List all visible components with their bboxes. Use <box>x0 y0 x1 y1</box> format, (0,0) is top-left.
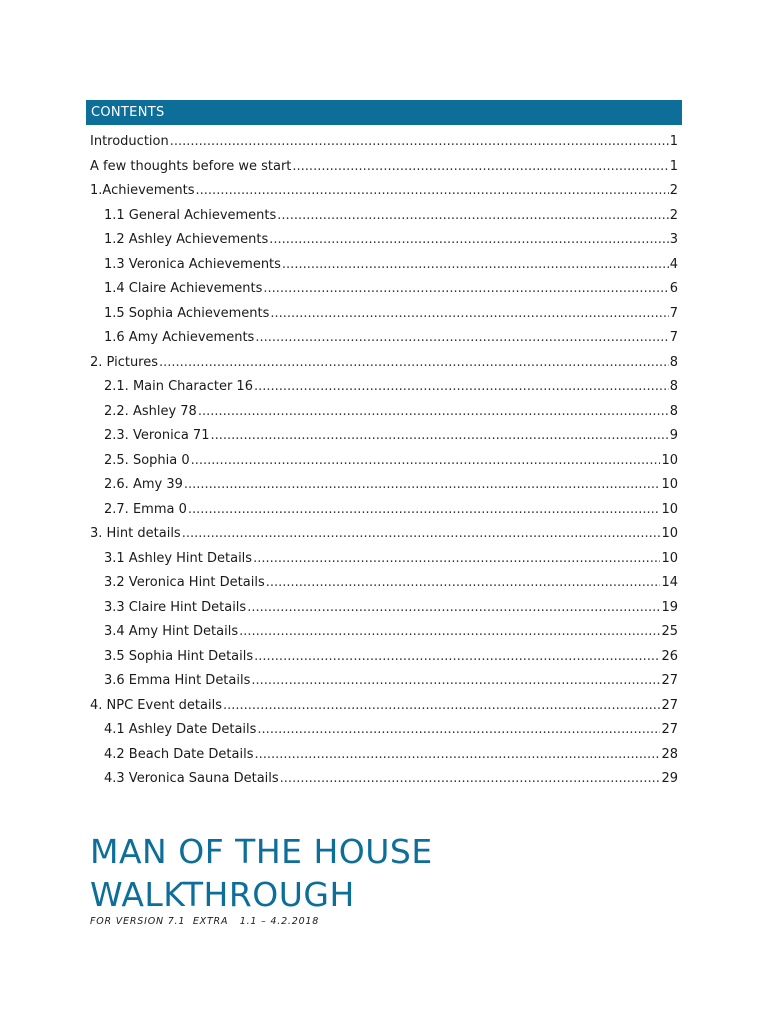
toc-entry-page-number: 10 <box>661 477 678 492</box>
toc-entry[interactable] <box>90 596 678 621</box>
toc-entry-label: 3.5 Sophia Hint Details <box>104 648 254 664</box>
toc-leader-dots <box>170 130 669 155</box>
toc-leader-dots <box>191 449 661 474</box>
toc-leader-dots <box>196 179 669 204</box>
toc-leader-dots <box>251 669 660 694</box>
toc-entry-label: 4.2 Beach Date Details <box>104 746 254 762</box>
toc-entry-page-number: 25 <box>661 624 678 639</box>
toc-entry-label: 2. Pictures <box>90 354 159 370</box>
toc-entry-page-number: 19 <box>661 599 678 615</box>
toc-entry-page-number: 29 <box>661 771 678 786</box>
toc-entry-label: 1.5 Sophia Achievements <box>104 305 270 321</box>
toc-entry-label: 2.7. Emma 0 <box>104 501 187 517</box>
toc-entry-page-number: 8 <box>669 354 678 370</box>
toc-entry[interactable] <box>90 645 678 670</box>
toc-entry-page-number: 8 <box>669 379 678 394</box>
toc-entry-page-number: 3 <box>669 232 678 247</box>
toc-entry-page-number: 2 <box>669 183 678 198</box>
toc-entry[interactable] <box>90 326 678 351</box>
toc-entry-label: 4.1 Ashley Date Details <box>104 722 257 737</box>
toc-entry-label: 4. NPC Event details <box>90 697 222 713</box>
toc-leader-dots <box>282 253 669 278</box>
toc-entry-label: 4.3 Veronica Sauna Details <box>104 771 279 786</box>
toc-entry[interactable] <box>90 155 678 180</box>
toc-entry-label: 1.1 General Achievements <box>104 207 277 223</box>
toc-entry[interactable] <box>90 130 678 155</box>
toc-leader-dots <box>269 228 668 253</box>
toc-entry[interactable] <box>90 547 678 572</box>
toc-entry-page-number: 10 <box>661 452 678 468</box>
toc-leader-dots <box>253 547 660 572</box>
toc-entry[interactable] <box>90 204 678 229</box>
toc-entry-page-number: 1 <box>669 134 678 149</box>
toc-entry[interactable] <box>90 424 678 449</box>
toc-entry-page-number: 7 <box>669 305 678 321</box>
toc-entry-page-number: 10 <box>661 550 678 566</box>
toc-leader-dots <box>254 375 669 400</box>
toc-entry-label: 2.3. Veronica 71 <box>104 428 210 443</box>
toc-entry[interactable] <box>90 498 678 523</box>
toc-entry[interactable] <box>90 767 678 792</box>
toc-entry-label: 1.Achievements <box>90 183 195 198</box>
toc-entry[interactable] <box>90 400 678 425</box>
toc-entry[interactable] <box>90 694 678 719</box>
toc-entry-label: 3.2 Veronica Hint Details <box>104 575 265 590</box>
table-of-contents <box>90 130 678 792</box>
toc-entry-label: 1.6 Amy Achievements <box>104 330 255 345</box>
toc-leader-dots <box>263 277 668 302</box>
title-line-2: WALKTHROUGH <box>90 875 355 914</box>
toc-leader-dots <box>223 694 660 719</box>
toc-entry-label: 3. Hint details <box>90 526 181 541</box>
toc-entry-page-number: 27 <box>661 697 678 713</box>
toc-leader-dots <box>266 571 661 596</box>
toc-entry-page-number: 27 <box>661 722 678 737</box>
toc-entry[interactable] <box>90 718 678 743</box>
contents-header: CONTENTS <box>86 100 682 125</box>
toc-leader-dots <box>254 645 660 670</box>
toc-leader-dots <box>255 326 668 351</box>
toc-entry-label: 3.6 Emma Hint Details <box>104 673 251 688</box>
toc-entry-page-number: 4 <box>669 256 678 272</box>
toc-entry-page-number: 27 <box>661 673 678 688</box>
toc-entry-label: 1.3 Veronica Achievements <box>104 256 281 272</box>
toc-entry-page-number: 28 <box>661 746 678 762</box>
toc-leader-dots <box>159 351 669 376</box>
toc-leader-dots <box>239 620 660 645</box>
toc-entry[interactable] <box>90 277 678 302</box>
title-line-1: MAN OF THE HOUSE <box>90 832 433 871</box>
toc-entry[interactable] <box>90 620 678 645</box>
toc-entry-label: 2.5. Sophia 0 <box>104 452 190 468</box>
toc-entry[interactable] <box>90 253 678 278</box>
toc-leader-dots <box>210 424 668 449</box>
toc-leader-dots <box>254 743 660 768</box>
toc-entry-label: 1.4 Claire Achievements <box>104 281 263 296</box>
toc-leader-dots <box>277 204 668 229</box>
toc-entry[interactable] <box>90 571 678 596</box>
toc-entry[interactable] <box>90 375 678 400</box>
toc-entry-page-number: 2 <box>669 207 678 223</box>
toc-entry-label: 2.6. Amy 39 <box>104 477 183 492</box>
toc-leader-dots <box>184 473 661 498</box>
toc-leader-dots <box>198 400 669 425</box>
toc-entry[interactable] <box>90 302 678 327</box>
toc-entry[interactable] <box>90 179 678 204</box>
toc-entry[interactable] <box>90 669 678 694</box>
toc-entry-page-number: 10 <box>661 526 678 541</box>
toc-entry[interactable] <box>90 522 678 547</box>
toc-entry-label: A few thoughts before we start <box>90 158 292 174</box>
toc-entry-label: 3.1 Ashley Hint Details <box>104 550 253 566</box>
toc-entry[interactable] <box>90 449 678 474</box>
toc-entry-label: 1.2 Ashley Achievements <box>104 232 269 247</box>
toc-entry[interactable] <box>90 743 678 768</box>
toc-entry[interactable] <box>90 351 678 376</box>
toc-leader-dots <box>257 718 660 743</box>
toc-leader-dots <box>270 302 668 327</box>
toc-entry-page-number: 14 <box>661 575 678 590</box>
toc-entry-label: 2.1. Main Character 16 <box>104 379 253 394</box>
toc-leader-dots <box>182 522 661 547</box>
toc-entry-label: 2.2. Ashley 78 <box>104 403 197 419</box>
toc-entry-page-number: 10 <box>661 501 678 517</box>
toc-leader-dots <box>188 498 661 523</box>
document-subtitle: FOR VERSION 7.1 EXTRA 1.1 – 4.2.2018 <box>90 916 320 927</box>
toc-entry-label: Introduction <box>90 134 169 149</box>
toc-entry-page-number: 6 <box>669 281 678 296</box>
toc-entry-page-number: 1 <box>669 158 678 174</box>
toc-leader-dots <box>280 767 661 792</box>
toc-entry[interactable] <box>90 473 678 498</box>
toc-entry-label: 3.3 Claire Hint Details <box>104 599 247 615</box>
toc-entry-page-number: 7 <box>669 330 678 345</box>
toc-leader-dots <box>292 155 668 180</box>
document-title <box>90 830 433 916</box>
toc-entry-page-number: 26 <box>661 648 678 664</box>
toc-entry-page-number: 8 <box>669 403 678 419</box>
toc-entry[interactable] <box>90 228 678 253</box>
toc-leader-dots <box>247 596 660 621</box>
toc-entry-page-number: 9 <box>669 428 678 443</box>
toc-entry-label: 3.4 Amy Hint Details <box>104 624 239 639</box>
